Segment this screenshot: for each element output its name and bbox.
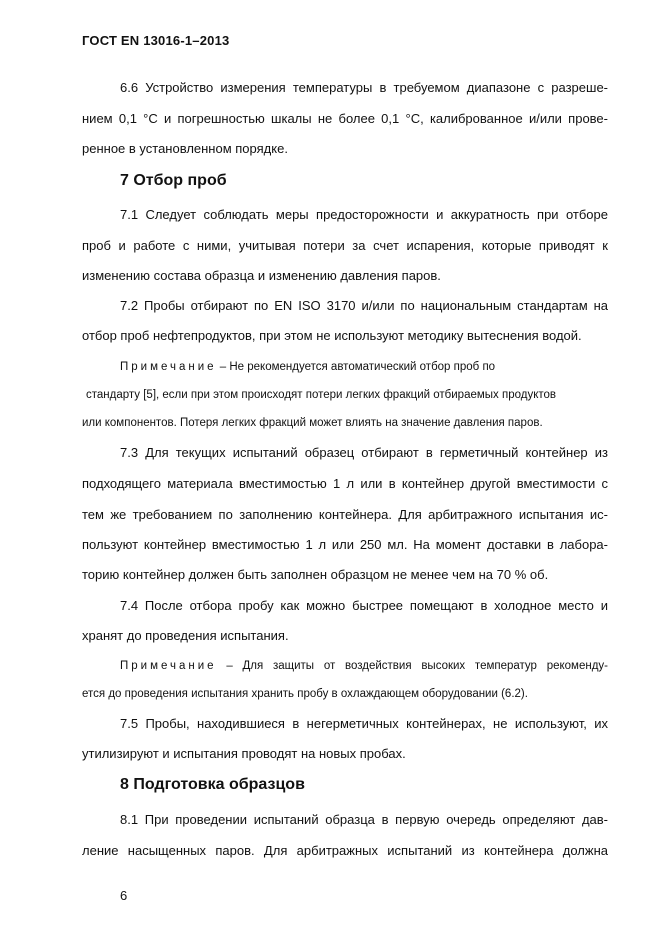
section-7-heading: 7 Отбор проб	[120, 172, 227, 189]
note-2-line: ется до проведения испытания хранить пробу в охлаждающем оборудовании (6.2).	[82, 688, 528, 700]
note-1-line: стандарту [5], если при этом происходят потери легких фракций отбираемых продуктов	[86, 389, 557, 401]
paragraph-7-4-line: 7.4 После отбора пробу как можно быстрее помещают в холодное место и	[120, 598, 608, 613]
paragraph-6-6-line: 6.6 Устройство измерения температуры в требуемом диапазоне с разреше-	[120, 80, 608, 95]
paragraph-8-1-line: 8.1 При проведении испытаний образца в первую очередь определяют дав-	[120, 812, 608, 827]
note-1-line	[120, 359, 608, 375]
paragraph-7-5-line: утилизируют и испытания проводят на новых пробах.	[82, 746, 406, 761]
paragraph-7-5-line: 7.5 Пробы, находившиеся в негерметичных контейнерах, не используют, их	[120, 716, 608, 731]
note-1-label: Примечание	[120, 361, 217, 373]
note-1-line: или компонентов. Потеря легких фракций может влиять на значение давления паров.	[82, 417, 543, 429]
note-2-text: – Для защиты от воздействия высоких температур рекоменду-	[226, 660, 608, 672]
paragraph-7-2-line: 7.2 Пробы отбирают по EN ISO 3170 и/или по национальным стандартам на	[120, 298, 608, 313]
note-1-text: – Не рекомендуется автоматический отбор проб по	[219, 361, 496, 373]
paragraph-7-3-line: пользуют контейнер вместимостью 1 л или 250 мл. На момент доставки в лабора-	[82, 537, 608, 552]
paragraph-7-1-line: проб и работе с ними, учитывая потери за счет испарения, которые приводят к	[82, 238, 608, 253]
paragraph-7-3-line: 7.3 Для текущих испытаний образец отбирают в герметичный контейнер из	[120, 445, 608, 460]
paragraph-7-4-line: хранят до проведения испытания.	[82, 628, 289, 643]
note-2-label: Примечание	[120, 660, 217, 672]
page-number: 6	[120, 888, 128, 903]
paragraph-8-1-line: ление насыщенных паров. Для арбитражных испытаний из контейнера должна	[82, 843, 608, 858]
document-header: ГОСТ EN 13016-1–2013	[82, 33, 230, 48]
paragraph-7-3-line: торию контейнер должен быть заполнен образцом не менее чем на 70 % об.	[82, 567, 549, 582]
paragraph-7-2-line: отбор проб нефтепродуктов, при этом не используют методику вытеснения водой.	[82, 328, 582, 343]
paragraph-7-3-line: подходящего материала вместимостью 1 л или в контейнер другой вместимости с	[82, 476, 608, 491]
section-8-heading: 8 Подготовка образцов	[120, 776, 305, 793]
note-2-line	[120, 658, 608, 674]
paragraph-6-6-line: нием 0,1 °C и погрешностью шкалы не более 0,1 °C, калиброванное и/или прове-	[82, 111, 608, 126]
paragraph-7-1-line: изменению состава образца и изменению давления паров.	[82, 268, 441, 283]
paragraph-6-6-line: ренное в установленном порядке.	[82, 141, 288, 156]
paragraph-7-1-line: 7.1 Следует соблюдать меры предосторожности и аккуратность при отборе	[120, 207, 608, 222]
paragraph-7-3-line: тем же требованием по заполнению контейнера. Для арбитражного испытания ис-	[82, 507, 608, 522]
